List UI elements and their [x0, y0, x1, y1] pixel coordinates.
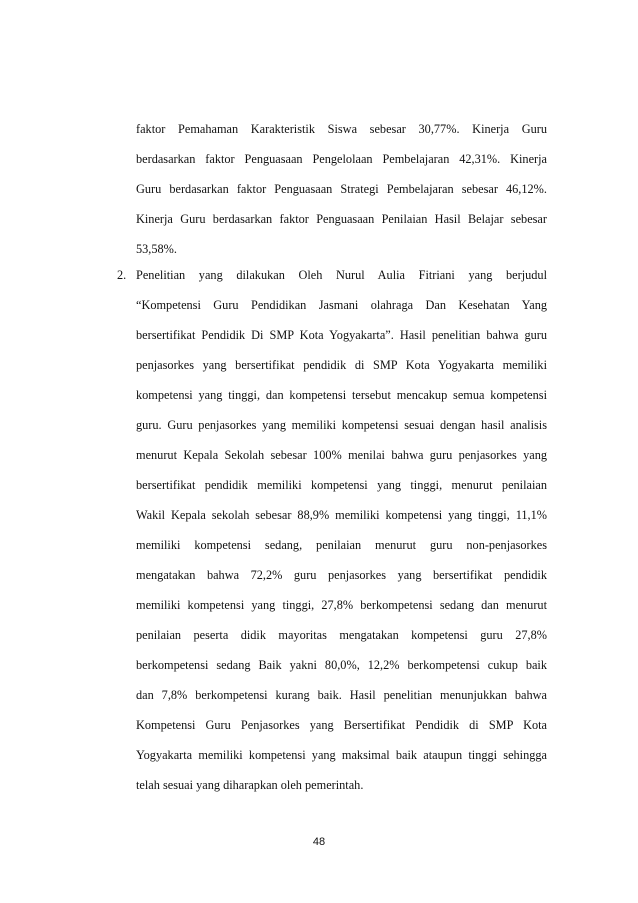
- paragraph-line: guru. Guru penjasorkes yang memiliki kompetensi sesuai dengan hasil analisis: [136, 418, 547, 432]
- page-number: 48: [312, 836, 326, 848]
- paragraph-line: memiliki kompetensi yang tinggi, 27,8% berkompetensi sedang dan menurut: [136, 598, 547, 612]
- paragraph-line: bersertifikat pendidik memiliki kompetensi yang tinggi, menurut penilaian: [136, 478, 547, 492]
- paragraph-line: mengatakan bahwa 72,2% guru penjasorkes yang bersertifikat pendidik: [136, 568, 547, 582]
- list-marker: 2.: [117, 268, 127, 282]
- paragraph-line: Yogyakarta memiliki kompetensi yang maksimal baik ataupun tinggi sehingga: [136, 748, 547, 762]
- paragraph-line: kompetensi yang tinggi, dan kompetensi tersebut mencakup semua kompetensi: [136, 388, 547, 402]
- paragraph-line: penilaian peserta didik mayoritas mengatakan kompetensi guru 27,8%: [136, 628, 547, 642]
- paragraph-line: penjasorkes yang bersertifikat pendidik di SMP Kota Yogyakarta memiliki: [136, 358, 547, 372]
- paragraph-line: memiliki kompetensi sedang, penilaian menurut guru non-penjasorkes: [136, 538, 547, 552]
- paragraph-line: dan 7,8% berkompetensi kurang baik. Hasil penelitian menunjukkan bahwa: [136, 688, 547, 702]
- paragraph-line: Guru berdasarkan faktor Penguasaan Strategi Pembelajaran sebesar 46,12%.: [136, 182, 547, 196]
- paragraph-line: Kinerja Guru berdasarkan faktor Penguasaan Penilaian Hasil Belajar sebesar: [136, 212, 547, 226]
- paragraph-line: Wakil Kepala sekolah sebesar 88,9% memiliki kompetensi yang tinggi, 11,1%: [136, 508, 547, 522]
- paragraph-line: menurut Kepala Sekolah sebesar 100% menilai bahwa guru penjasorkes yang: [136, 448, 547, 462]
- paragraph-line: berkompetensi sedang Baik yakni 80,0%, 12,2% berkompetensi cukup baik: [136, 658, 547, 672]
- paragraph-line: telah sesuai yang diharapkan oleh pemerintah.: [136, 778, 364, 792]
- paragraph-line: 53,58%.: [136, 242, 177, 256]
- paragraph-line: faktor Pemahaman Karakteristik Siswa sebesar 30,77%. Kinerja Guru: [136, 122, 547, 136]
- paragraph-line: “Kompetensi Guru Pendidikan Jasmani olahraga Dan Kesehatan Yang: [136, 298, 547, 312]
- paragraph-line: bersertifikat Pendidik Di SMP Kota Yogyakarta”. Hasil penelitian bahwa guru: [136, 328, 547, 342]
- paragraph-line: Penelitian yang dilakukan Oleh Nurul Aulia Fitriani yang berjudul: [136, 268, 547, 282]
- paragraph-line: Kompetensi Guru Penjasorkes yang Bersertifikat Pendidik di SMP Kota: [136, 718, 547, 732]
- paragraph-line: berdasarkan faktor Penguasaan Pengelolaan Pembelajaran 42,31%. Kinerja: [136, 152, 547, 166]
